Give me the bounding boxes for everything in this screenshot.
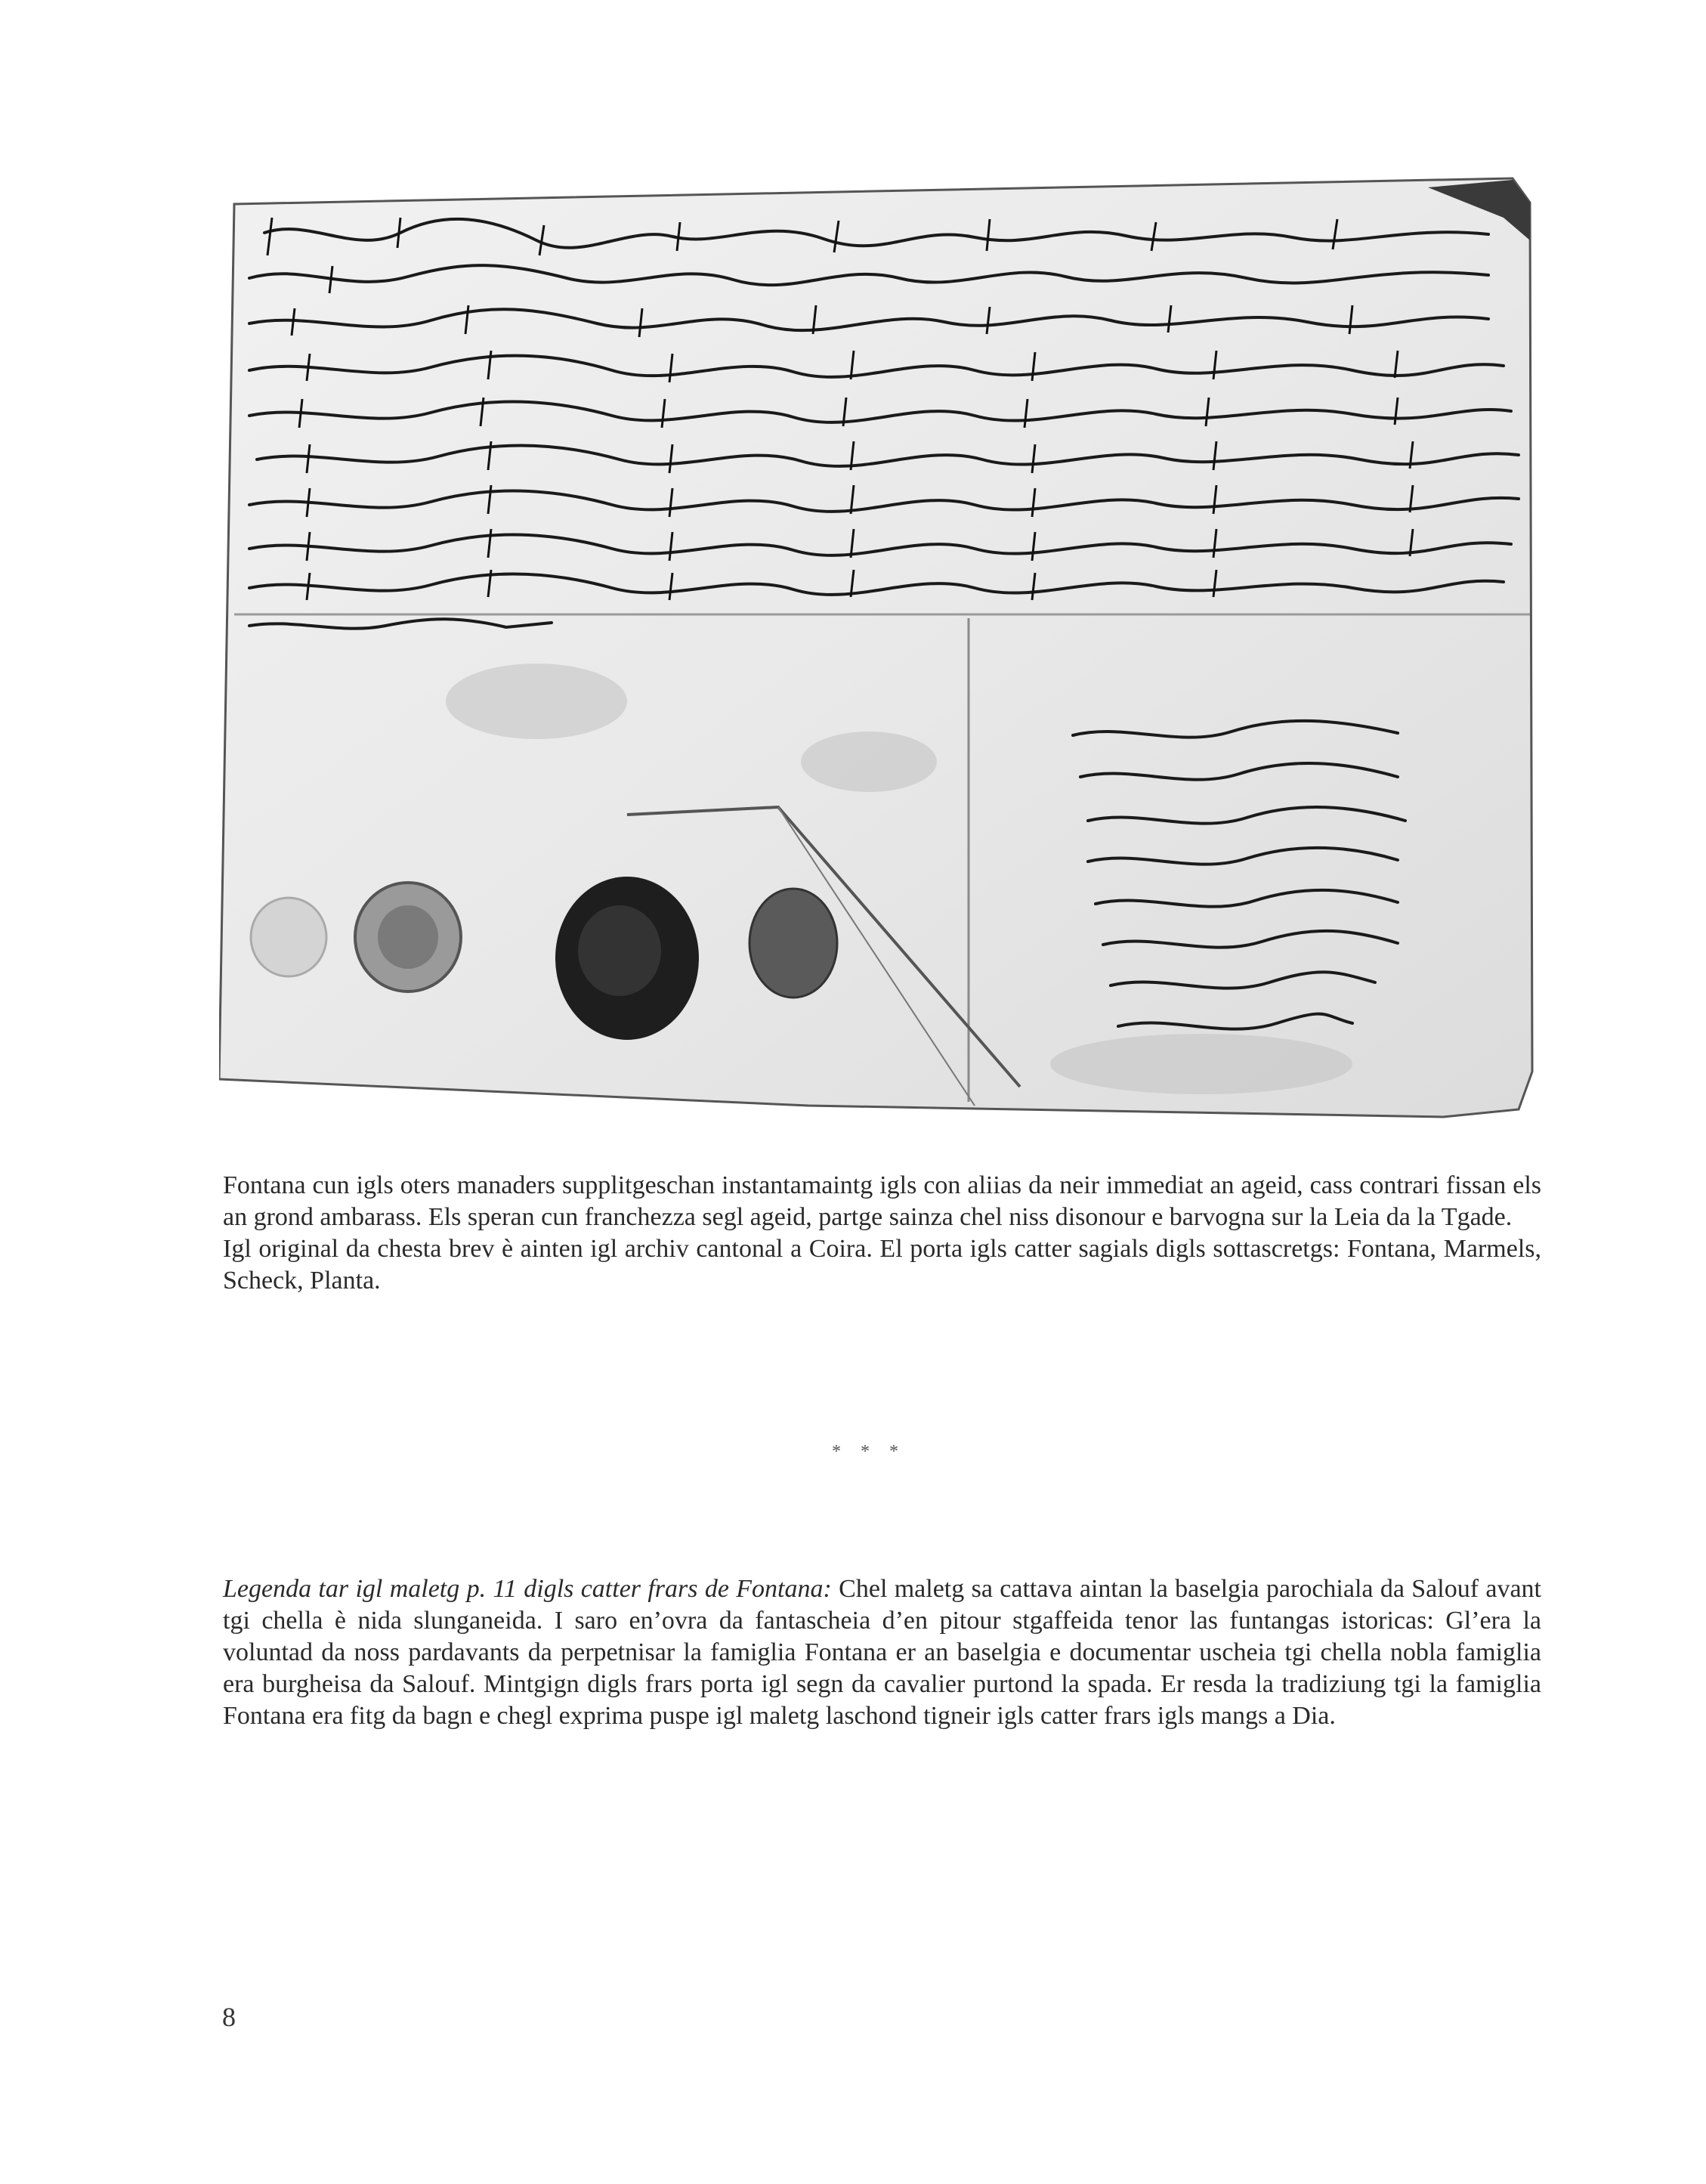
seal-dark-inner: [578, 905, 661, 996]
seal-faint: [251, 898, 326, 976]
letter-photograph: [219, 172, 1541, 1126]
legend-lead: Legenda tar igl maletg p. 11 digls catter frars de Fontana:: [223, 1575, 832, 1603]
caption-paragraph-1: Fontana cun igls oters manaders supplitgeschan instantamaintg igls con aliias da neir immediat an ageid, cass contrari fissan els an grond ambarass. Els speran cun franchezza segl ageid, partge sainza chel niss disonour e barvogna sur la Leia da la Tgade.: [223, 1171, 1541, 1231]
photo-caption: [223, 1170, 1541, 1297]
seal-light-inner: [378, 905, 438, 969]
caption-paragraph-2: Igl original da chesta brev è ainten igl archiv cantonal a Coira. El porta igls catter sagials digls sottascretgs: Fontana, Marmels, Scheck, Planta.: [223, 1235, 1541, 1295]
legend-section: [223, 1573, 1541, 1732]
legend-body: Chel maletg sa cattava aintan la baselgia parochiala da Salouf avant tgi chella è nida slunganeida. I saro en’ovra da fantascheia d’en pitour stgaffeida tenor las funtangas istoricas: Gl’era la voluntad da noss pardavants da perpetnisar la famiglia Fontana er an baselgia e documentar uscheia tgi chella nobla famiglia era burgheisa da Salouf. Mintgign digls frars porta igl segn da cavalier purtond la spada. Er resda la tradiziung tgi la famiglia Fontana era fitg da bagn e chegl exprima puspe igl maletg laschond tigneir igls catter frars igls mangs a Dia.: [223, 1575, 1542, 1730]
section-separator: * * *: [832, 1442, 906, 1462]
page-number: 8: [222, 2002, 236, 2032]
legend-paragraph: [223, 1573, 1541, 1732]
letter-photo-svg: [219, 172, 1541, 1126]
seal-medium: [749, 889, 837, 998]
